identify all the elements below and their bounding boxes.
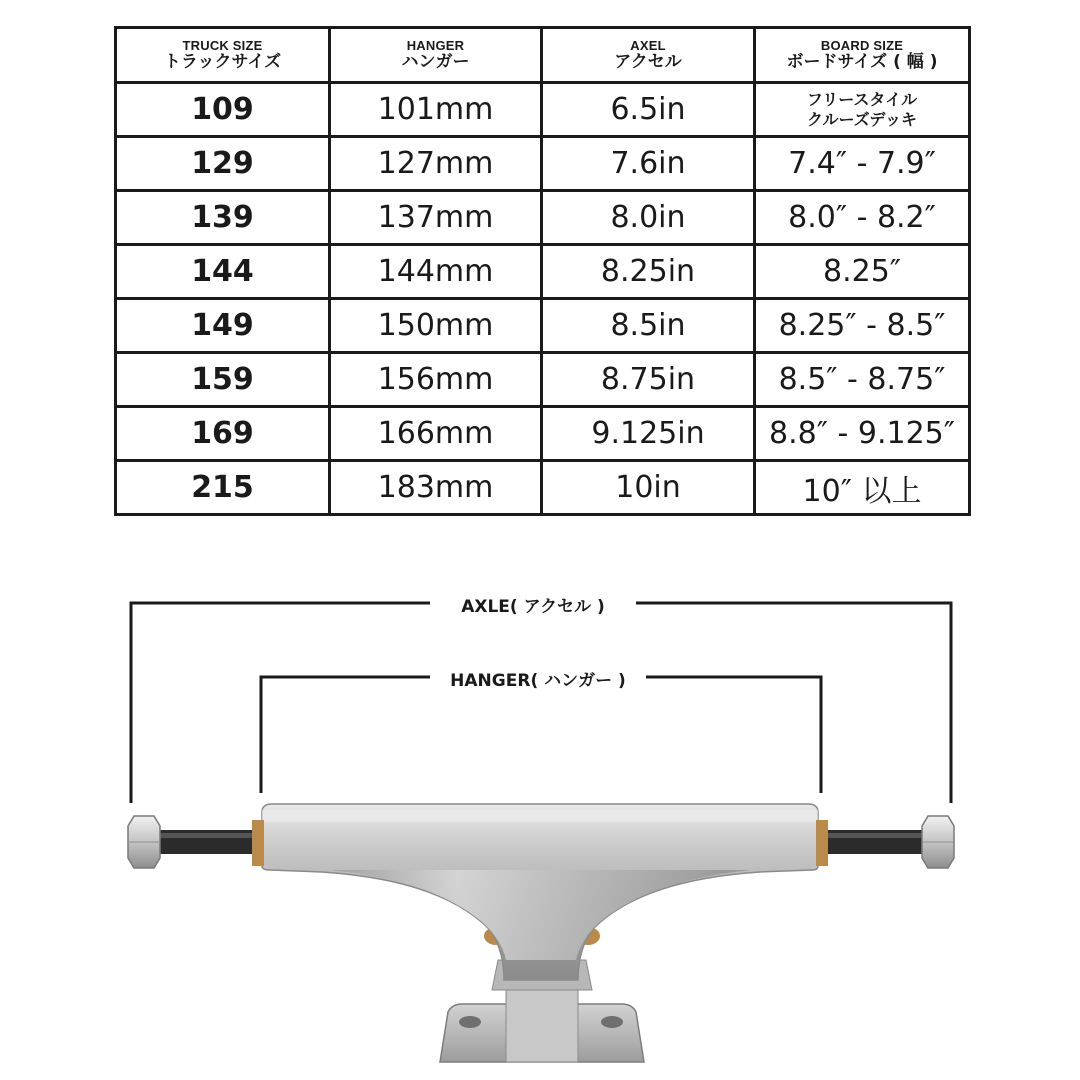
board-size-cell: 8.0″ - 8.2″ [755, 191, 970, 245]
header-truck-size-ja: トラックサイズ [163, 51, 282, 72]
axel-cell: 9.125in [542, 407, 755, 461]
truck-size-cell: 109 [116, 83, 330, 137]
truck-size-cell: 159 [116, 353, 330, 407]
axel-cell: 8.0in [542, 191, 755, 245]
baseplate [440, 985, 644, 1062]
truck-size-cell: 215 [116, 461, 330, 515]
axel-cell: 8.75in [542, 353, 755, 407]
header-board-size-en: BOARD SIZE [820, 37, 904, 53]
right-axle [816, 820, 930, 866]
left-axle [150, 820, 264, 866]
hanger-cell: 101mm [330, 83, 542, 137]
board-size-cell: 7.4″ - 7.9″ [755, 137, 970, 191]
board-note-line: フリースタイル [806, 90, 918, 110]
axle-dimension-line [131, 603, 951, 803]
header-hanger-en: HANGER [406, 37, 465, 53]
axle-label: AXLE( アクセル ) [455, 592, 611, 617]
hanger-cell: 127mm [330, 137, 542, 191]
hanger-cell: 156mm [330, 353, 542, 407]
hanger-cell: 137mm [330, 191, 542, 245]
axel-cell: 8.5in [542, 299, 755, 353]
header-hanger-ja: ハンガー [401, 51, 470, 72]
board-note-line: クルーズデッキ [806, 109, 918, 129]
hanger-dimension-line [261, 677, 821, 793]
header-board-size-ja: ボードサイズ ( 幅 ) [786, 51, 938, 72]
left-axle-nut [128, 816, 160, 868]
board-size-cell: 8.8″ - 9.125″ [755, 407, 970, 461]
board-size-cell: 10″ 以上 [755, 461, 970, 515]
board-size-cell: 8.5″ - 8.75″ [755, 353, 970, 407]
hanger-label: HANGER( ハンガー ) [444, 666, 632, 691]
header-axel-ja: アクセル [614, 51, 682, 72]
hanger-body [262, 804, 818, 980]
hanger-cell: 183mm [330, 461, 542, 515]
truck-size-cell: 169 [116, 407, 330, 461]
hanger-cell: 150mm [330, 299, 542, 353]
truck-size-cell: 139 [116, 191, 330, 245]
axel-cell: 6.5in [542, 83, 755, 137]
board-size-cell: 8.25″ - 8.5″ [755, 299, 970, 353]
header-axel-en: AXEL [630, 37, 666, 53]
truck-size-cell: 149 [116, 299, 330, 353]
truck-size-cell: 129 [116, 137, 330, 191]
hanger-cell: 166mm [330, 407, 542, 461]
board-size-cell: 8.25″ [755, 245, 970, 299]
right-axle-nut [922, 816, 954, 868]
axel-cell: 10in [542, 461, 755, 515]
truck-size-cell: 144 [116, 245, 330, 299]
axel-cell: 7.6in [542, 137, 755, 191]
axel-cell: 8.25in [542, 245, 755, 299]
hanger-cell: 144mm [330, 245, 542, 299]
header-truck-size-en: TRUCK SIZE [182, 37, 263, 53]
